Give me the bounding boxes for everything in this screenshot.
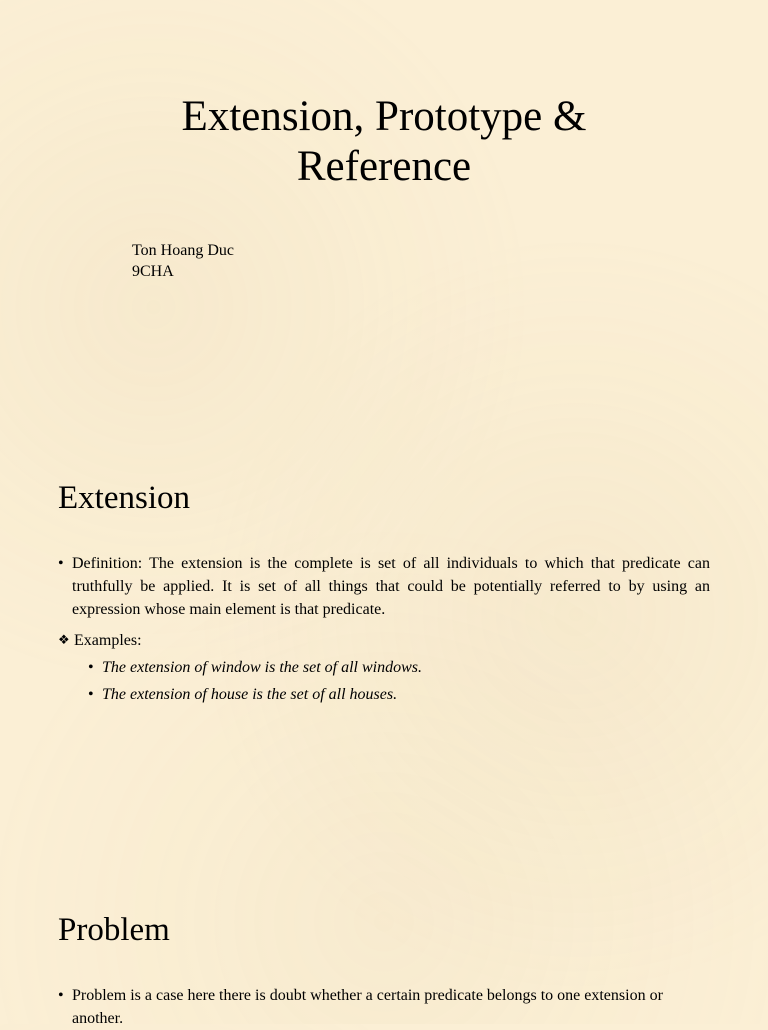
- presentation-title: [0, 92, 768, 192]
- bullet-icon: •: [88, 659, 94, 676]
- slide-body: [58, 984, 710, 1030]
- problem-text: Problem is a case here there is doubt whether a certain predicate belongs to one extension or another.: [72, 987, 663, 1027]
- list-item: [88, 656, 710, 679]
- diamond-bullet-icon: ❖: [58, 633, 70, 648]
- example-text: The extension of house is the set of all houses.: [102, 686, 398, 703]
- examples-header: [58, 629, 710, 652]
- example-text: The extension of window is the set of all windows.: [102, 659, 422, 676]
- list-item: [88, 683, 710, 706]
- title-line-2: Reference: [296, 143, 472, 190]
- extension-slide: [0, 432, 768, 864]
- author-name: Ton Hoang Duc: [132, 242, 234, 259]
- author-block: [132, 240, 234, 282]
- bullet-icon: •: [58, 987, 64, 1004]
- slide-heading: Extension: [58, 480, 190, 516]
- bullet-icon: •: [88, 686, 94, 703]
- examples-list: [58, 656, 710, 706]
- examples-label: Examples:: [74, 632, 142, 649]
- problem-slide: [0, 864, 768, 1027]
- title-line-1: Extension, Prototype &: [181, 93, 587, 140]
- bullet-icon: •: [58, 555, 64, 572]
- slide-heading: Problem: [58, 912, 170, 948]
- definition-bullet: [58, 552, 710, 621]
- title-slide: [0, 0, 768, 432]
- definition-text: Definition: The extension is the complete is set of all individuals to which that predicate can truthfully be applied. It is set of all things that could be potentially referred to by using an expression whose main element is that predicate.: [72, 555, 710, 618]
- problem-bullet: [58, 984, 710, 1030]
- slide-body: [58, 552, 710, 710]
- class-code: 9CHA: [132, 263, 174, 280]
